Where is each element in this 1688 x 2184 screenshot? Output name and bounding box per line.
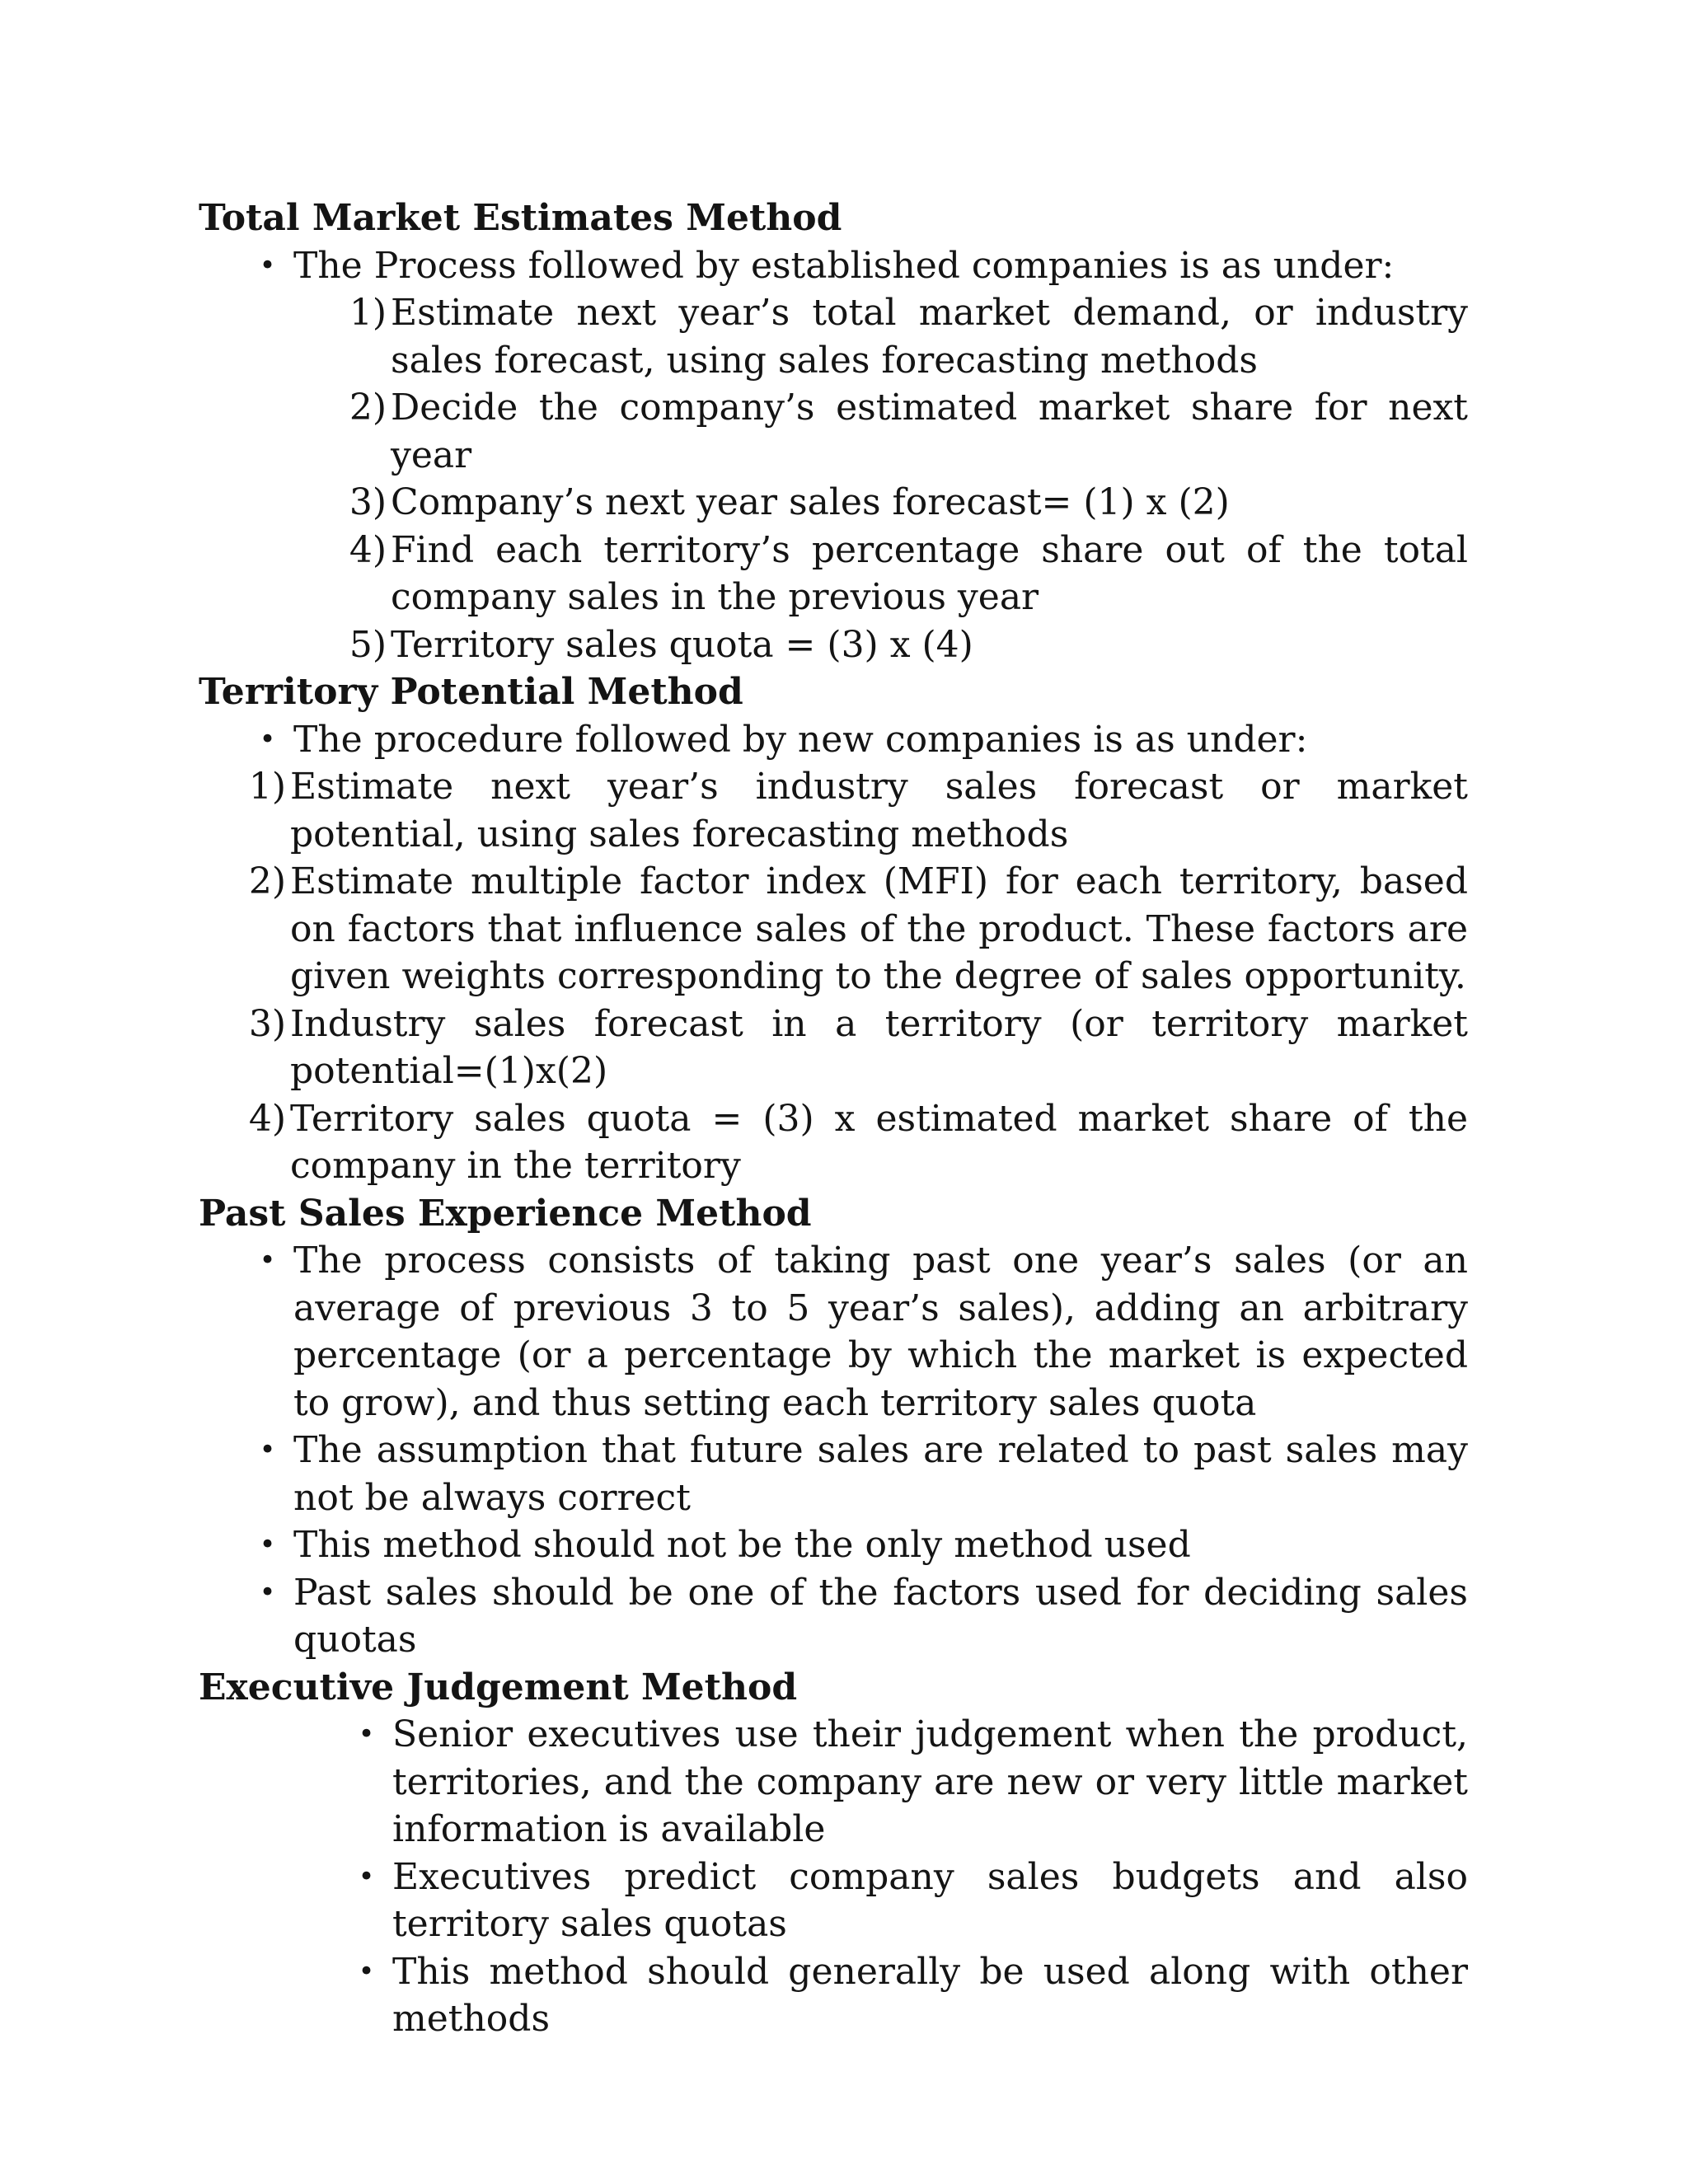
item-text: Estimate next year’s total market demand, or industry sales forecast, using sales forecasting methods — [391, 292, 1468, 382]
bullet-marker: • — [358, 1954, 375, 1988]
section-heading: Territory Potential Method — [199, 671, 743, 713]
item-text: Decide the company’s estimated market share for next year — [391, 387, 1468, 476]
item-text: Company’s next year sales forecast= (1) x (2) — [391, 481, 1230, 523]
bullet-marker: • — [259, 1528, 276, 1561]
item-text: Estimate multiple factor index (MFI) for each territory, based on factors that influence sales of the product. These factors are given weights corresponding to the degree of sales opportunity. — [290, 860, 1468, 997]
section-heading: Total Market Estimates Method — [199, 197, 842, 239]
bullet-text: The procedure followed by new companies is as under: — [293, 718, 1308, 761]
bullet-item — [199, 1521, 1468, 1569]
bullet-text: This method should generally be used along with other methods — [392, 1950, 1468, 2040]
document-page — [199, 194, 1468, 2043]
numbered-item — [199, 479, 1468, 527]
item-number: 1) — [349, 292, 387, 334]
item-number: 3) — [248, 1002, 286, 1045]
bullet-marker: • — [259, 1433, 276, 1466]
item-number: 5) — [349, 623, 387, 666]
item-number: 1) — [248, 766, 286, 808]
section-heading: Past Sales Experience Method — [199, 1192, 812, 1235]
item-text: Territory sales quota = (3) x estimated market share of the company in the territory — [290, 1097, 1468, 1187]
item-text: Industry sales forecast in a territory (or territory market potential=(1)x(2) — [290, 1002, 1468, 1092]
bullet-item — [199, 242, 1468, 290]
item-text: Estimate next year’s industry sales forecast or market potential, using sales forecasting methods — [290, 766, 1468, 855]
bullet-item — [199, 716, 1468, 764]
bullet-marker: • — [358, 1859, 375, 1893]
section-past-sales — [199, 1190, 1468, 1664]
bullet-item — [199, 1569, 1468, 1664]
item-number: 2) — [349, 387, 387, 429]
bullet-text: Executives predict company sales budgets and also territory sales quotas — [392, 1855, 1468, 1945]
bullet-marker: • — [259, 248, 276, 282]
item-text: Find each territory’s percentage share out of the total company sales in the previous year — [391, 528, 1468, 618]
section-heading: Executive Judgement Method — [199, 1666, 798, 1708]
bullet-item — [199, 1711, 1468, 1854]
numbered-item — [199, 1095, 1468, 1190]
bullet-item — [199, 1237, 1468, 1427]
bullet-text: Senior executives use their judgement when the product, territories, and the company are new or very little market information is available — [392, 1713, 1468, 1850]
item-number: 3) — [349, 481, 387, 523]
bullet-text: This method should not be the only method used — [293, 1524, 1191, 1566]
bullet-item — [199, 1948, 1468, 2043]
numbered-item — [199, 527, 1468, 621]
bullet-item — [199, 1854, 1468, 1948]
bullet-marker: • — [259, 722, 276, 756]
item-number: 4) — [248, 1097, 286, 1140]
numbered-item — [199, 858, 1468, 1001]
numbered-item — [199, 1001, 1468, 1095]
numbered-item — [199, 763, 1468, 858]
bullet-text: The assumption that future sales are related to past sales may not be always correct — [293, 1429, 1468, 1519]
bullet-text: The process consists of taking past one year’s sales (or an average of previous 3 to 5 year’s sales), adding an arbitrary percentage (or a percentage by which the market is expected to grow), and thus setting each territory sales quota — [293, 1240, 1468, 1424]
item-text: Territory sales quota = (3) x (4) — [391, 623, 973, 666]
section-territory-potential — [199, 668, 1468, 1190]
numbered-item — [199, 384, 1468, 479]
bullet-marker: • — [259, 1244, 276, 1277]
bullet-text: The Process followed by established companies is as under: — [293, 244, 1395, 287]
item-number: 2) — [248, 860, 286, 902]
numbered-item — [199, 621, 1468, 669]
section-total-market — [199, 194, 1468, 668]
bullet-item — [199, 1427, 1468, 1521]
bullet-marker: • — [259, 1575, 276, 1609]
numbered-item — [199, 289, 1468, 384]
bullet-text: Past sales should be one of the factors used for deciding sales quotas — [293, 1571, 1468, 1661]
bullet-marker: • — [358, 1718, 375, 1750]
section-executive-judgement — [199, 1664, 1468, 2043]
item-number: 4) — [349, 528, 387, 571]
